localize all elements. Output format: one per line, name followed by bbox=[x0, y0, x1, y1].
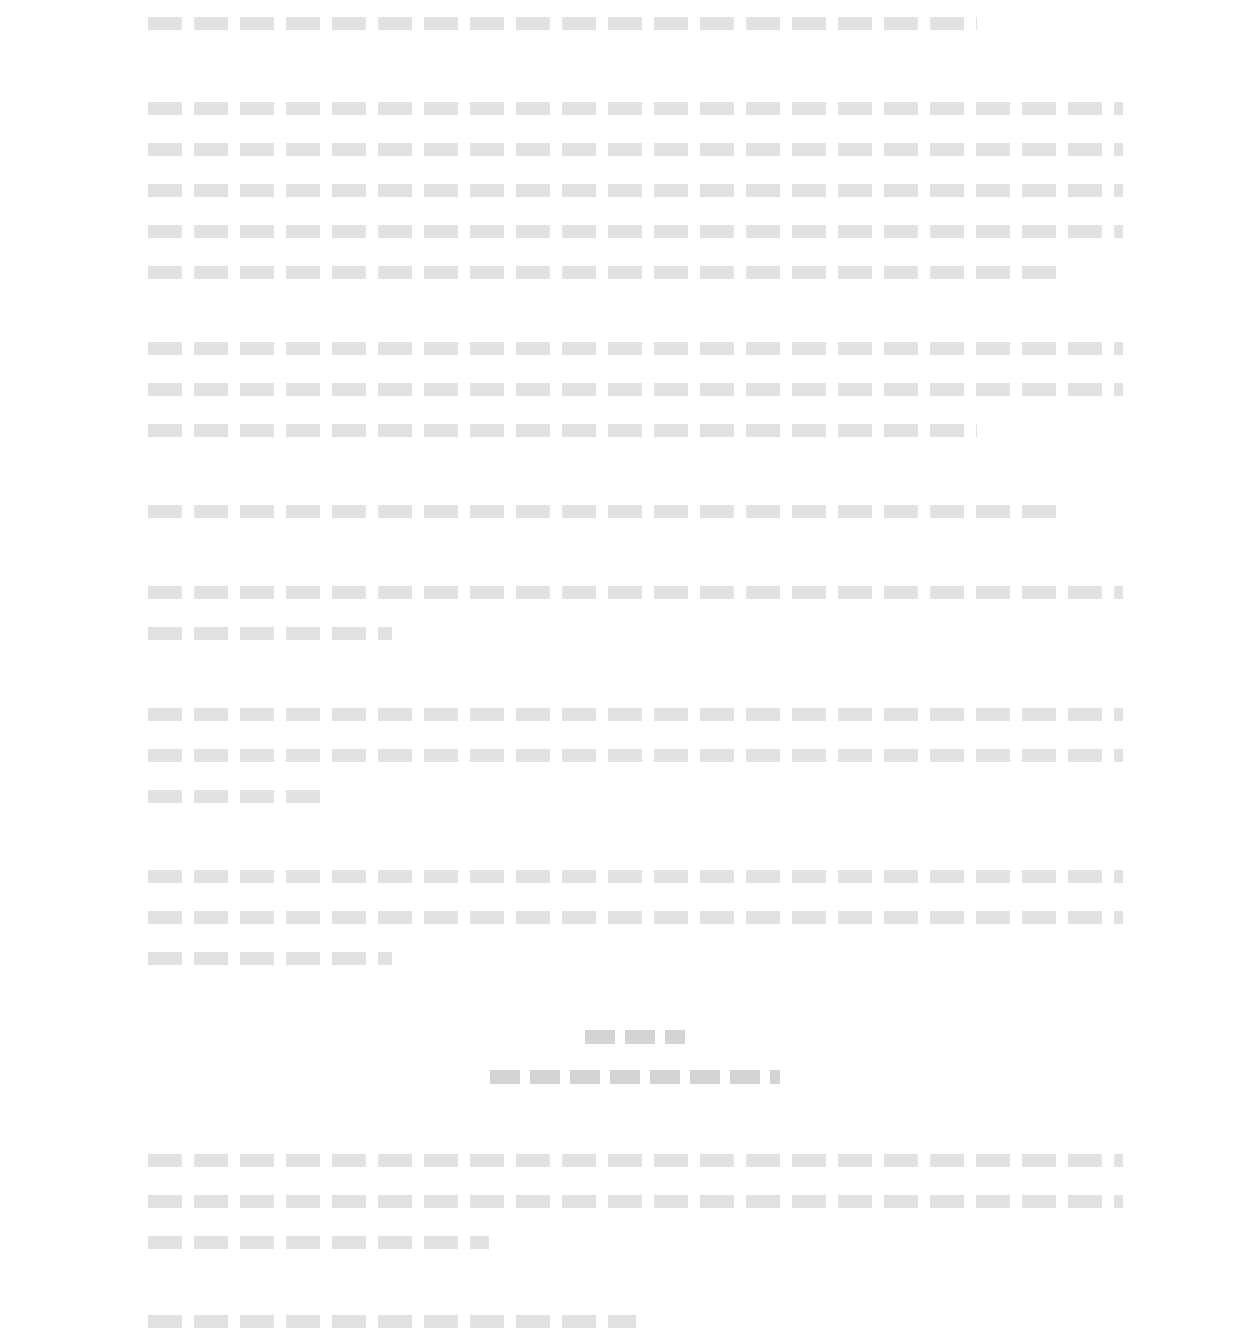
text-line bbox=[148, 490, 1123, 531]
paragraph-2-intro bbox=[148, 2, 1123, 43]
text-line bbox=[148, 1221, 1123, 1262]
chapter-number bbox=[0, 1016, 1258, 1056]
paragraph-2-nga bbox=[148, 693, 1123, 816]
text-line bbox=[148, 937, 1123, 978]
section-3 bbox=[148, 1139, 1123, 1262]
text-line bbox=[148, 210, 1123, 251]
paragraph-2-ga bbox=[148, 490, 1123, 531]
text-line bbox=[148, 855, 1123, 896]
text-line bbox=[148, 571, 1123, 612]
text-line bbox=[148, 734, 1123, 775]
paragraph-2-sa bbox=[148, 855, 1123, 978]
text-line bbox=[148, 2, 1123, 43]
chapter-title bbox=[0, 1056, 1258, 1096]
text-line bbox=[148, 612, 1123, 653]
paragraph-2-gha bbox=[148, 571, 1123, 653]
text-line bbox=[148, 169, 1123, 210]
chapter-heading bbox=[0, 1016, 1258, 1096]
text-line bbox=[148, 775, 1123, 816]
text-line bbox=[148, 327, 1123, 368]
text-line bbox=[148, 368, 1123, 409]
text-line bbox=[148, 693, 1123, 734]
text-line bbox=[148, 251, 1123, 292]
text-line bbox=[148, 896, 1123, 937]
section-3-ka bbox=[148, 1300, 1123, 1341]
paragraph-2-ka bbox=[148, 87, 1123, 292]
text-line bbox=[148, 1180, 1123, 1221]
text-line bbox=[148, 1139, 1123, 1180]
text-line bbox=[148, 409, 1123, 450]
paragraph-2-kha bbox=[148, 327, 1123, 450]
text-line bbox=[148, 128, 1123, 169]
text-line bbox=[148, 1300, 1123, 1341]
text-line bbox=[148, 87, 1123, 128]
